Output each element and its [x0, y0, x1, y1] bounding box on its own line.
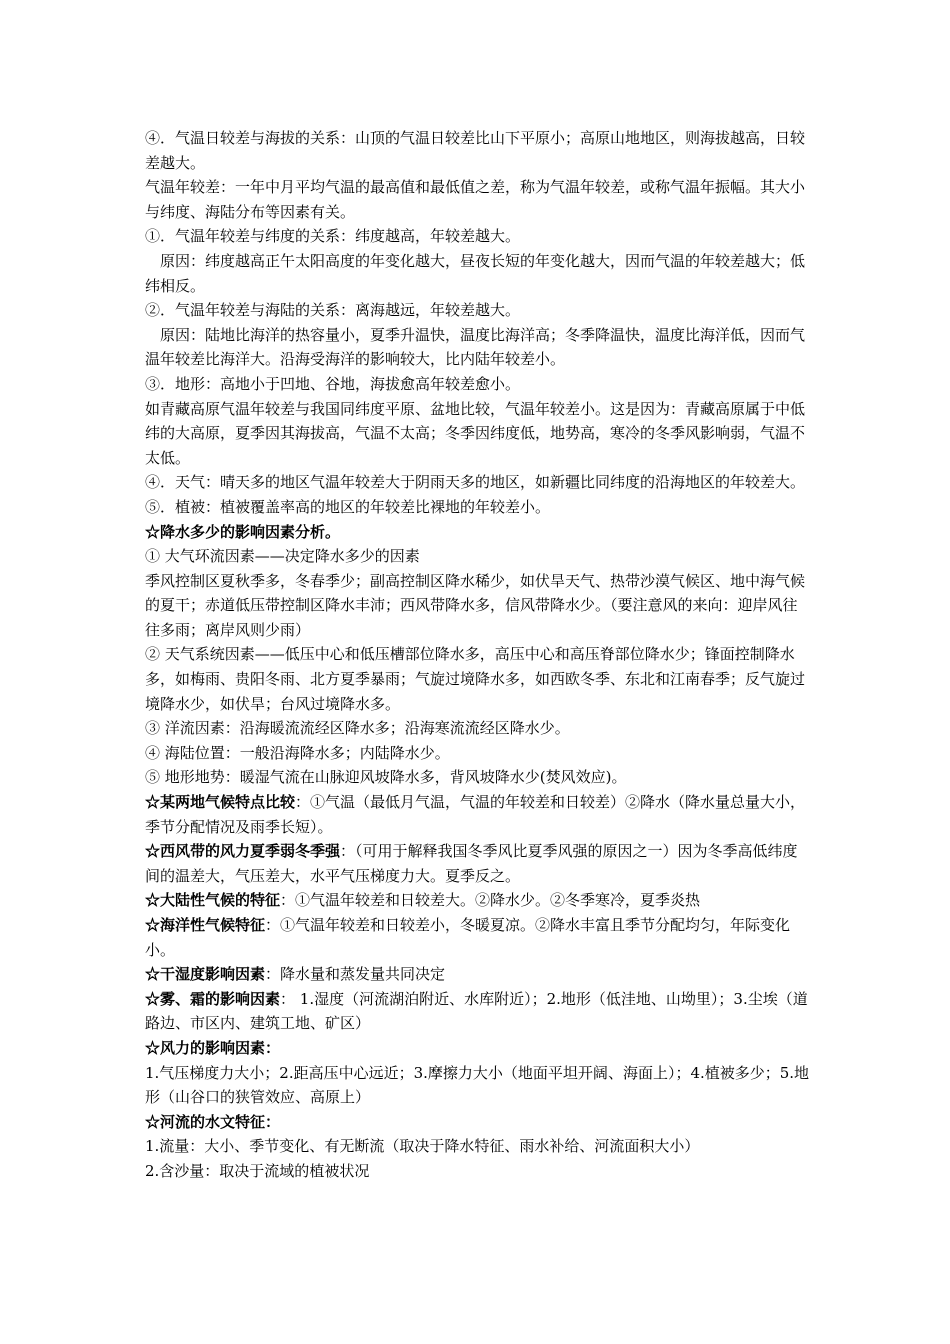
- paragraph-17: [145, 765, 810, 790]
- paragraph-text: ⑤．植被：植被覆盖率高的地区的年较差比裸地的年较差小。: [145, 497, 551, 516]
- paragraph-text: ④ 海陆位置：一般沿海降水多；内陆降水少。: [145, 743, 450, 762]
- heading-text: ☆降水多少的影响因素分析。: [145, 522, 341, 541]
- paragraph-text: 原因：陆地比海洋的热容量小，夏季升温快，温度比海洋高；冬季降温快，温度比海洋低，因而气温年较差比海洋大。沿海受海洋的影响较大，比内陆年较差小。: [145, 325, 806, 369]
- paragraph-12: [145, 544, 810, 569]
- paragraph-text: ：①气温年较差和日较差大。②降水少。②冬季寒冷，夏季炎热: [280, 891, 701, 910]
- paragraph-27: [145, 1134, 810, 1159]
- paragraph-text: 2.含沙量：取决于流域的植被状况: [145, 1161, 370, 1180]
- paragraph-8: [145, 397, 810, 471]
- paragraph-text: ② 天气系统因素——低压中心和低压槽部位降水多，高压中心和高压脊部位降水少；锋面控制降水多，如梅雨、贵阳冬雨、北方夏季暴雨；气旋过境降水多，如西欧冬季、东北和江南春季；反气旋过境降水少，如伏旱；台风过境降水多。: [145, 645, 806, 713]
- heading-text: ☆某两地气候特点比较: [145, 793, 296, 812]
- paragraph-5: [145, 298, 810, 323]
- heading-text: ☆雾、霜的影响因素: [145, 989, 281, 1008]
- paragraph-1: [145, 126, 810, 175]
- paragraph-text: 1.流量：大小、季节变化、有无断流（取决于降水特征、雨水补给、河流面积大小）: [145, 1137, 700, 1156]
- paragraph-westerlies: [145, 839, 810, 888]
- heading-precipitation: [145, 520, 810, 545]
- paragraph-text: 如青藏高原气温年较差与我国同纬度平原、盆地比较，气温年较差小。这是因为：青藏高原属于中低纬的大高原，夏季因其海拔高，气温不太高；冬季因纬度低，地势高，寒冷的冬季风影响弱，气温不太低。: [145, 399, 806, 467]
- paragraph-humidity: [145, 962, 810, 987]
- paragraph-text: ①．气温年较差与纬度的关系：纬度越高，年较差越大。: [145, 227, 521, 246]
- paragraph-text: ： 1.湿度（河流湖泊附近、水库附近）；2.地形（低洼地、山坳里）；3.尘埃（道路边、市区内、建筑工地、矿区）: [145, 989, 808, 1033]
- paragraph-16: [145, 741, 810, 766]
- paragraph-climate-compare: [145, 790, 810, 839]
- paragraph-text: ③ 洋流因素：沿海暖流流经区降水多；沿海寒流流经区降水少。: [145, 719, 570, 738]
- heading-text: ☆海洋性气候特征: [145, 916, 266, 934]
- paragraph-text: ：①气温（最低月气温，气温的年较差和日较差）②降水（降水量总量大小，季节分配情况及雨季长短）。: [145, 793, 806, 836]
- paragraph-text: ：①气温年较差和日较差小，冬暖夏凉。②降水丰富且季节分配均匀，年际变化小。: [145, 916, 791, 959]
- document-body: [145, 126, 810, 1184]
- paragraph-25: [145, 1061, 810, 1110]
- paragraph-7: [145, 372, 810, 397]
- paragraph-9: [145, 470, 810, 495]
- paragraph-6: [145, 323, 810, 372]
- paragraph-14: [145, 642, 810, 716]
- paragraph-fog-frost: [145, 987, 810, 1036]
- heading-river: [145, 1110, 810, 1135]
- paragraph-2: [145, 175, 810, 224]
- paragraph-text: ④．天气：晴天多的地区气温年较差大于阴雨天多的地区，如新疆比同纬度的沿海地区的年较差大。: [145, 473, 806, 492]
- heading-wind: [145, 1036, 810, 1061]
- paragraph-3: [145, 224, 810, 249]
- paragraph-text: ③．地形：高地小于凹地、谷地，海拔愈高年较差愈小。: [145, 374, 521, 393]
- paragraph-text: ：（可用于解释我国冬季风比夏季风强的原因之一）因为冬季高低纬度间的温差大，气压差大，水平气压梯度力大。夏季反之。: [145, 842, 798, 885]
- paragraph-text: ⑤ 地形地势：暖湿气流在山脉迎风坡降水多，背风坡降水少(焚风效应)。: [145, 768, 627, 787]
- paragraph-continental: [145, 888, 810, 913]
- paragraph-text: 1.气压梯度力大小；2.距高压中心远近；3.摩擦力大小（地面平坦开阔、海面上）；4.植被多少；5.地形（山谷口的狭管效应、高原上）: [145, 1063, 810, 1107]
- heading-text: ☆西风带的风力夏季弱冬季强: [145, 842, 341, 861]
- paragraph-15: [145, 716, 810, 741]
- heading-text: ☆河流的水文特征：: [145, 1112, 281, 1131]
- paragraph-oceanic: [145, 913, 810, 962]
- paragraph-text: 原因：纬度越高正午太阳高度的年变化越大，昼夜长短的年变化越大，因而气温的年较差越大；低纬相反。: [145, 251, 806, 295]
- paragraph-28: [145, 1159, 810, 1184]
- heading-text: ☆大陆性气候的特征: [145, 891, 281, 910]
- paragraph-text: 季风控制区夏秋季多，冬春季少；副高控制区降水稀少，如伏旱天气、热带沙漠气候区、地中海气候的夏干；赤道低压带控制区降水丰沛；西风带降水多，信风带降水少。（要注意风的来向：迎岸风往往多雨；离岸风则少雨）: [145, 571, 806, 639]
- paragraph-text: ②．气温年较差与海陆的关系：离海越远，年较差越大。: [145, 301, 521, 320]
- heading-text: ☆风力的影响因素：: [145, 1038, 281, 1057]
- paragraph-text: ④．气温日较差与海拔的关系：山顶的气温日较差比山下平原小；高原山地地区，则海拔越高，日较差越大。: [145, 129, 806, 172]
- paragraph-13: [145, 569, 810, 643]
- paragraph-10: [145, 495, 810, 520]
- paragraph-text: 气温年较差：一年中月平均气温的最高值和最低值之差，称为气温年较差，或称气温年振幅。其大小与纬度、海陆分布等因素有关。: [145, 178, 806, 221]
- paragraph-text: ① 大气环流因素——决定降水多少的因素: [145, 547, 420, 566]
- heading-text: ☆干湿度影响因素: [145, 965, 266, 984]
- paragraph-text: ：降水量和蒸发量共同决定: [265, 965, 446, 984]
- paragraph-4: [145, 249, 810, 298]
